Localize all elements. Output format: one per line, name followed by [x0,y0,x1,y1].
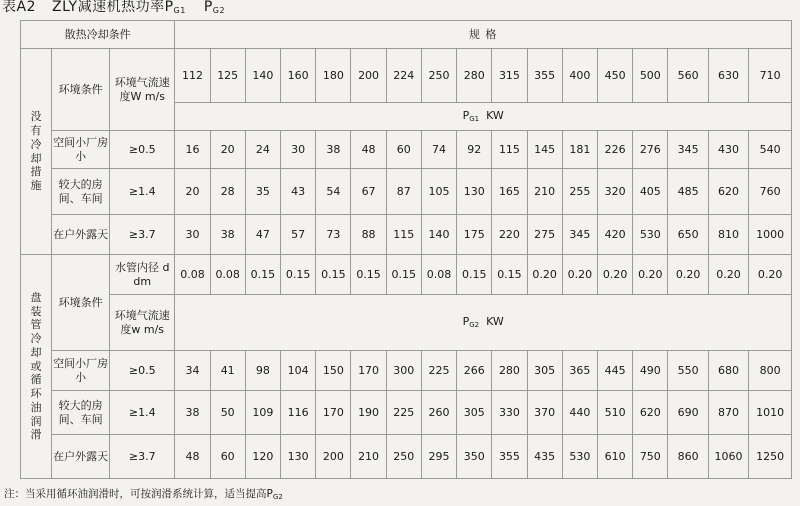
section1-value-cell: 16 [175,131,210,169]
section1-env-cell: 在户外露天 [52,215,110,255]
section2-value-cell: 280 [492,351,527,391]
section2-value-cell: 130 [281,435,316,479]
section1-value-cell: 275 [527,215,562,255]
pipe-diameter-cell: 0.08 [421,255,456,295]
section1-value-cell: 24 [245,131,280,169]
section1-value-cell: 760 [749,169,792,215]
section2-value-cell: 60 [210,435,245,479]
section2-value-cell: 530 [562,435,597,479]
section2-value-cell: 98 [245,351,280,391]
section1-value-cell: 255 [562,169,597,215]
pipe-diameter-cell: 0.15 [245,255,280,295]
section1-value-cell: 35 [245,169,280,215]
pipe-diameter-cell: 0.08 [175,255,210,295]
section2-value-cell: 170 [316,391,351,435]
section1-value-cell: 276 [633,131,668,169]
pipe-diameter-cell: 0.08 [210,255,245,295]
section1-value-cell: 220 [492,215,527,255]
section1-value-cell: 530 [633,215,668,255]
spec-size-cell: 224 [386,49,421,103]
section1-value-cell: 210 [527,169,562,215]
spec-size-cell: 500 [633,49,668,103]
section2-value-cell: 860 [668,435,708,479]
section2-value-cell: 365 [562,351,597,391]
footnote [4,486,283,501]
env-condition-header: 环境条件 [52,49,110,131]
section2-value-cell: 120 [245,435,280,479]
section1-value-cell: 405 [633,169,668,215]
section1-speed-cell: ≥3.7 [110,215,175,255]
pipe-diameter-cell: 0.15 [492,255,527,295]
title-sub2: G2 [212,6,226,15]
section2-value-cell: 50 [210,391,245,435]
section2-unit-sub: G2 [469,321,480,330]
section2-value-cell: 190 [351,391,386,435]
section2-value-cell: 435 [527,435,562,479]
section1-value-cell: 115 [492,131,527,169]
pipe-diameter-cell: 0.20 [633,255,668,295]
section1-value-cell: 67 [351,169,386,215]
wind-speed-header: 环境气流速度W m/s [110,49,175,131]
section1-value-cell: 115 [386,215,421,255]
spec-size-cell: 560 [668,49,708,103]
pipe-diameter-cell: 0.15 [316,255,351,295]
thermal-power-table [20,20,792,479]
section2-value-cell: 104 [281,351,316,391]
title-main: ZLY减速机热功率P [51,0,174,15]
section2-value-cell: 300 [386,351,421,391]
section2-value-cell: 610 [597,435,632,479]
section1-value-cell: 30 [281,131,316,169]
section1-unit [175,103,792,131]
section2-value-cell: 370 [527,391,562,435]
section1-unit-sub: G1 [469,115,480,124]
section1-value-cell: 20 [210,131,245,169]
section2-value-cell: 250 [386,435,421,479]
section2-env-cell: 在户外露天 [52,435,110,479]
section1-value-cell: 60 [386,131,421,169]
section2-label [21,255,52,479]
section1-value-cell: 1000 [749,215,792,255]
footnote-sub: G2 [272,493,283,501]
section1-speed-cell: ≥1.4 [110,169,175,215]
spec-size-cell: 140 [245,49,280,103]
section1-value-cell: 88 [351,215,386,255]
section1-env-cell: 较大的房间、车间 [52,169,110,215]
section1-value-cell: 28 [210,169,245,215]
section2-value-cell: 210 [351,435,386,479]
pipe-diameter-cell: 0.20 [597,255,632,295]
title-sub1: G1 [173,6,186,15]
section2-value-cell: 305 [457,391,492,435]
pipe-diameter-label: 水管内径 d dm [110,255,175,295]
section2-value-cell: 870 [708,391,748,435]
pipe-diameter-cell: 0.15 [386,255,421,295]
section1-value-cell: 73 [316,215,351,255]
spec-size-cell: 450 [597,49,632,103]
footnote-text: 注：当采用循环油润滑时，可按润滑系统计算，适当提高P [4,488,273,500]
section1-unit-p: P [462,109,470,123]
section1-value-cell: 540 [749,131,792,169]
section2-unit-kw: KW [486,315,504,329]
section2-value-cell: 445 [597,351,632,391]
spec-size-cell: 280 [457,49,492,103]
section2-label-text: 盘装管冷却或循环油润滑 [30,290,42,442]
section2-value-cell: 620 [633,391,668,435]
spec-size-cell: 250 [421,49,456,103]
section2-unit [175,295,792,351]
spec-size-cell: 355 [527,49,562,103]
title-p2: P [203,0,213,15]
section2-value-cell: 355 [492,435,527,479]
section2-value-cell: 680 [708,351,748,391]
section1-value-cell: 20 [175,169,210,215]
section1-value-cell: 181 [562,131,597,169]
section2-speed-cell: ≥3.7 [110,435,175,479]
spec-size-cell: 180 [316,49,351,103]
section2-value-cell: 34 [175,351,210,391]
spec-size-cell: 200 [351,49,386,103]
cooling-condition-header: 散热冷却条件 [21,21,175,49]
pipe-diameter-cell: 0.15 [351,255,386,295]
section2-value-cell: 1250 [749,435,792,479]
pipe-diameter-cell: 0.20 [668,255,708,295]
spec-size-cell: 315 [492,49,527,103]
section2-value-cell: 490 [633,351,668,391]
spec-size-cell: 630 [708,49,748,103]
section2-env-cell: 较大的房间、车间 [52,391,110,435]
section2-value-cell: 750 [633,435,668,479]
section2-value-cell: 330 [492,391,527,435]
section1-value-cell: 30 [175,215,210,255]
section1-value-cell: 420 [597,215,632,255]
section1-value-cell: 74 [421,131,456,169]
section2-env-cell: 空间小厂房小 [52,351,110,391]
pipe-diameter-cell: 0.20 [527,255,562,295]
section1-value-cell: 485 [668,169,708,215]
section2-value-cell: 225 [421,351,456,391]
section1-env-cell: 空间小厂房小 [52,131,110,169]
spec-size-cell: 160 [281,49,316,103]
pipe-diameter-cell: 0.20 [562,255,597,295]
section1-value-cell: 105 [421,169,456,215]
section2-env-header: 环境条件 [52,255,110,351]
section2-value-cell: 150 [316,351,351,391]
section2-value-cell: 550 [668,351,708,391]
section2-value-cell: 170 [351,351,386,391]
section2-value-cell: 1010 [749,391,792,435]
spec-size-cell: 710 [749,49,792,103]
spec-size-cell: 125 [210,49,245,103]
section2-value-cell: 225 [386,391,421,435]
section2-value-cell: 350 [457,435,492,479]
section2-value-cell: 800 [749,351,792,391]
section2-value-cell: 305 [527,351,562,391]
section1-speed-cell: ≥0.5 [110,131,175,169]
section2-value-cell: 41 [210,351,245,391]
section1-value-cell: 38 [210,215,245,255]
section1-value-cell: 345 [668,131,708,169]
pipe-diameter-cell: 0.20 [708,255,748,295]
pipe-diameter-cell: 0.15 [457,255,492,295]
table-title [2,0,225,16]
section1-value-cell: 620 [708,169,748,215]
section1-value-cell: 47 [245,215,280,255]
section1-value-cell: 140 [421,215,456,255]
section1-value-cell: 43 [281,169,316,215]
section2-value-cell: 116 [281,391,316,435]
section2-wind-speed-header: 环境气流速度w m/s [110,295,175,351]
section1-value-cell: 38 [316,131,351,169]
section2-value-cell: 1060 [708,435,748,479]
section1-value-cell: 54 [316,169,351,215]
section2-value-cell: 48 [175,435,210,479]
section2-value-cell: 510 [597,391,632,435]
pipe-diameter-cell: 0.15 [281,255,316,295]
section1-label [21,49,52,255]
section2-value-cell: 440 [562,391,597,435]
section1-value-cell: 345 [562,215,597,255]
section2-value-cell: 260 [421,391,456,435]
section1-value-cell: 145 [527,131,562,169]
spec-header: 规 格 [175,21,792,49]
section1-value-cell: 130 [457,169,492,215]
section2-value-cell: 295 [421,435,456,479]
spec-size-cell: 112 [175,49,210,103]
section1-value-cell: 87 [386,169,421,215]
section2-value-cell: 200 [316,435,351,479]
section1-value-cell: 48 [351,131,386,169]
section2-unit-p: P [462,315,470,329]
pipe-diameter-cell: 0.20 [749,255,792,295]
section2-speed-cell: ≥1.4 [110,391,175,435]
section1-value-cell: 810 [708,215,748,255]
section1-value-cell: 92 [457,131,492,169]
section2-value-cell: 690 [668,391,708,435]
section2-value-cell: 266 [457,351,492,391]
table-number: 表A2 [2,0,36,15]
section2-value-cell: 109 [245,391,280,435]
section1-label-text: 没有冷却措施 [30,110,42,192]
section1-value-cell: 320 [597,169,632,215]
spec-size-cell: 400 [562,49,597,103]
section1-value-cell: 226 [597,131,632,169]
section1-value-cell: 650 [668,215,708,255]
section1-value-cell: 175 [457,215,492,255]
section1-value-cell: 165 [492,169,527,215]
section2-speed-cell: ≥0.5 [110,351,175,391]
section1-unit-kw: KW [486,109,504,123]
section2-value-cell: 38 [175,391,210,435]
section1-value-cell: 430 [708,131,748,169]
section1-value-cell: 57 [281,215,316,255]
